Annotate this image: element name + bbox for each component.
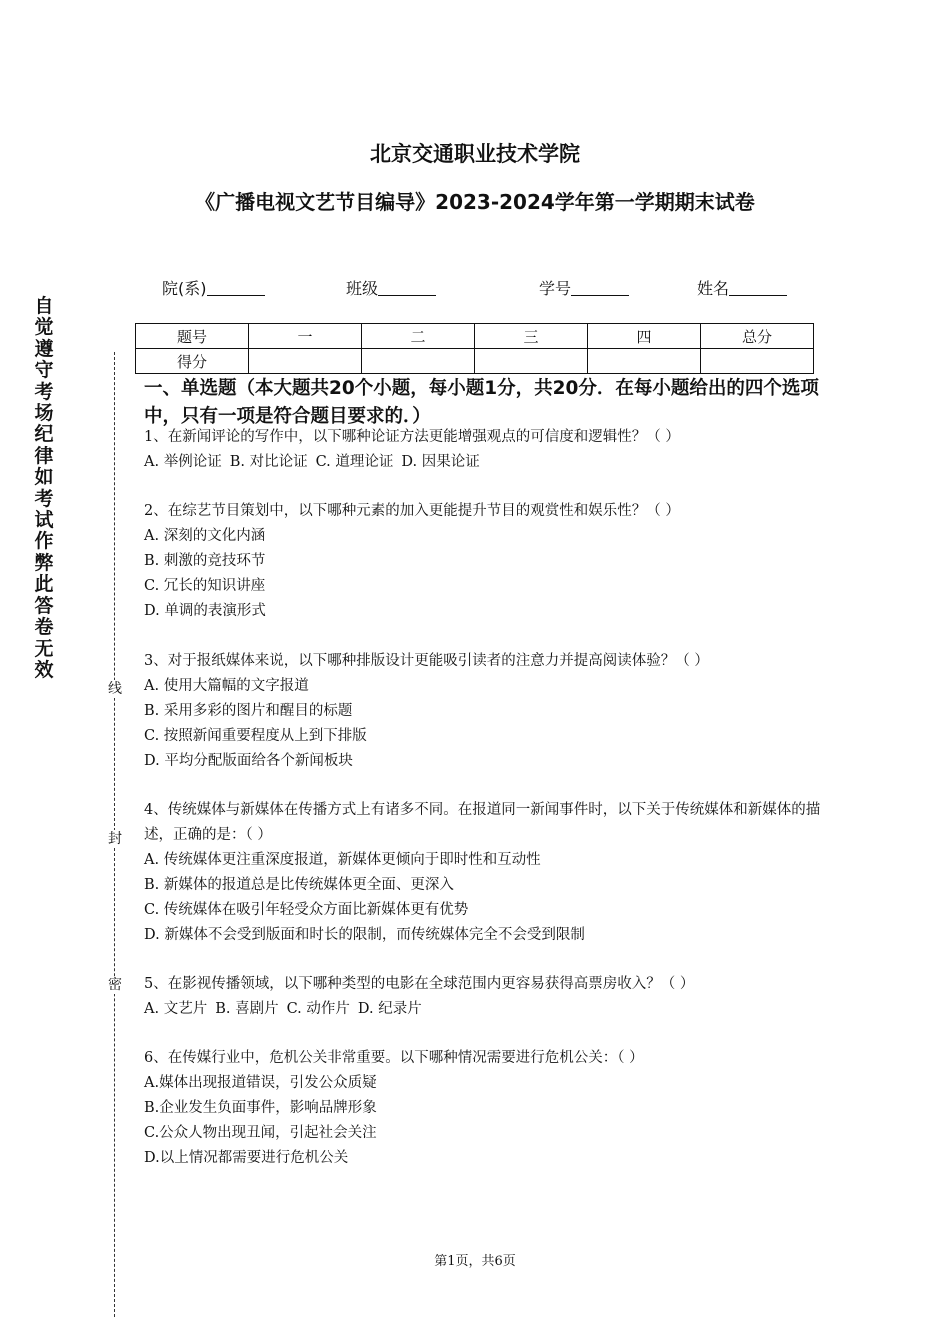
question-3 xyxy=(144,649,824,774)
question-1 xyxy=(144,425,824,475)
option-d[interactable]: D. 新媒体不会受到版面和时长的限制，而传统媒体完全不会受到限制 xyxy=(144,927,585,943)
option-d[interactable]: D.以上情况都需要进行危机公关 xyxy=(144,1150,349,1166)
class-field xyxy=(346,276,436,299)
option-c[interactable]: C. 冗长的知识讲座 xyxy=(144,578,266,594)
option-d[interactable]: D. 平均分配版面给各个新闻板块 xyxy=(144,753,353,769)
score-header-cell: 题号 xyxy=(136,324,249,349)
option-c[interactable]: C. 动作片 xyxy=(286,1001,350,1017)
question-5 xyxy=(144,972,824,1022)
student-id-blank[interactable] xyxy=(571,281,629,296)
class-label: 班级 xyxy=(346,279,379,298)
seal-mark-secret: 密 xyxy=(108,977,122,993)
question-2 xyxy=(144,499,824,624)
score-header-cell: 三 xyxy=(475,324,588,349)
option-row xyxy=(144,997,824,1022)
option-a[interactable]: A. 使用大篇幅的文字报道 xyxy=(144,678,309,694)
score-cell[interactable] xyxy=(475,349,588,374)
score-row-label: 得分 xyxy=(136,349,249,374)
option-b[interactable]: B. 新媒体的报道总是比传统媒体更全面、更深入 xyxy=(144,877,454,893)
question-stem: 3、对于报纸媒体来说，以下哪种排版设计更能吸引读者的注意力并提高阅读体验？（ ） xyxy=(144,653,709,669)
option-d[interactable]: D. 纪录片 xyxy=(357,1001,422,1017)
seal-mark-line: 线 xyxy=(108,681,122,697)
school-title: 北京交通职业技术学院 xyxy=(370,142,580,166)
score-cell[interactable] xyxy=(701,349,814,374)
option-a[interactable]: A. 深刻的文化内涵 xyxy=(144,528,266,544)
page-number: 第1页，共6页 xyxy=(434,1254,516,1269)
question-stem: 6、在传媒行业中，危机公关非常重要。以下哪种情况需要进行危机公关：（ ） xyxy=(144,1050,644,1066)
seal-mark-seal: 封 xyxy=(108,831,122,847)
option-b[interactable]: B. 对比论证 xyxy=(229,454,308,470)
option-row xyxy=(144,450,824,475)
question-4 xyxy=(144,798,824,948)
option-c[interactable]: C. 传统媒体在吸引年轻受众方面比新媒体更有优势 xyxy=(144,902,469,918)
score-header-cell: 一 xyxy=(249,324,362,349)
side-warning-text: 自觉遵守考场纪律如考试作弊此答卷无效 xyxy=(34,295,54,681)
class-blank[interactable] xyxy=(378,281,436,296)
question-6 xyxy=(144,1046,824,1171)
option-d[interactable]: D. 单调的表演形式 xyxy=(144,603,266,619)
score-header-cell: 四 xyxy=(588,324,701,349)
question-stem: 5、在影视传播领域，以下哪种类型的电影在全球范围内更容易获得高票房收入？（ ） xyxy=(144,976,695,992)
student-id-field xyxy=(539,276,629,299)
option-c[interactable]: C.公众人物出现丑闻，引起社会关注 xyxy=(144,1125,377,1141)
option-a[interactable]: A.媒体出现报道错误，引发公众质疑 xyxy=(144,1075,377,1091)
option-c[interactable]: C. 道理论证 xyxy=(315,454,394,470)
option-c[interactable]: C. 按照新闻重要程度从上到下排版 xyxy=(144,728,367,744)
score-table-header-row xyxy=(136,324,814,349)
student-id-label: 学号 xyxy=(539,279,572,298)
exam-title: 《广播电视文艺节目编导》2023-2024学年第一学期期末试卷 xyxy=(195,190,755,214)
option-a[interactable]: A. 文艺片 xyxy=(144,1001,208,1017)
score-header-cell: 二 xyxy=(362,324,475,349)
score-cell[interactable] xyxy=(588,349,701,374)
question-stem: 4、传统媒体与新媒体在传播方式上有诸多不同。在报道同一新闻事件时，以下关于传统媒体和新媒体的描述，正确的是：（ ） xyxy=(144,802,821,843)
option-b[interactable]: B. 采用多彩的图片和醒目的标题 xyxy=(144,703,353,719)
option-b[interactable]: B.企业发生负面事件，影响品牌形象 xyxy=(144,1100,377,1116)
score-table-score-row xyxy=(136,349,814,374)
score-cell[interactable] xyxy=(249,349,362,374)
name-field xyxy=(697,276,787,299)
department-label: 院(系) xyxy=(162,279,207,298)
option-b[interactable]: B. 刺激的竞技环节 xyxy=(144,553,266,569)
option-b[interactable]: B. 喜剧片 xyxy=(215,1001,279,1017)
section-heading: 一、单选题（本大题共20个小题，每小题1分，共20分．在每小题给出的四个选项中，只有一项是符合题目要求的．） xyxy=(144,378,819,427)
option-a[interactable]: A. 举例论证 xyxy=(144,454,222,470)
score-cell[interactable] xyxy=(362,349,475,374)
name-blank[interactable] xyxy=(729,281,787,296)
question-stem: 2、在综艺节目策划中，以下哪种元素的加入更能提升节目的观赏性和娱乐性？（ ） xyxy=(144,503,680,519)
question-stem: 1、在新闻评论的写作中，以下哪种论证方法更能增强观点的可信度和逻辑性？（ ） xyxy=(144,429,680,445)
score-header-cell: 总分 xyxy=(701,324,814,349)
option-a[interactable]: A. 传统媒体更注重深度报道，新媒体更倾向于即时性和互动性 xyxy=(144,852,541,868)
name-label: 姓名 xyxy=(697,279,730,298)
score-table xyxy=(135,323,814,374)
option-d[interactable]: D. 因果论证 xyxy=(401,454,480,470)
department-field xyxy=(162,276,265,299)
department-blank[interactable] xyxy=(207,281,265,296)
